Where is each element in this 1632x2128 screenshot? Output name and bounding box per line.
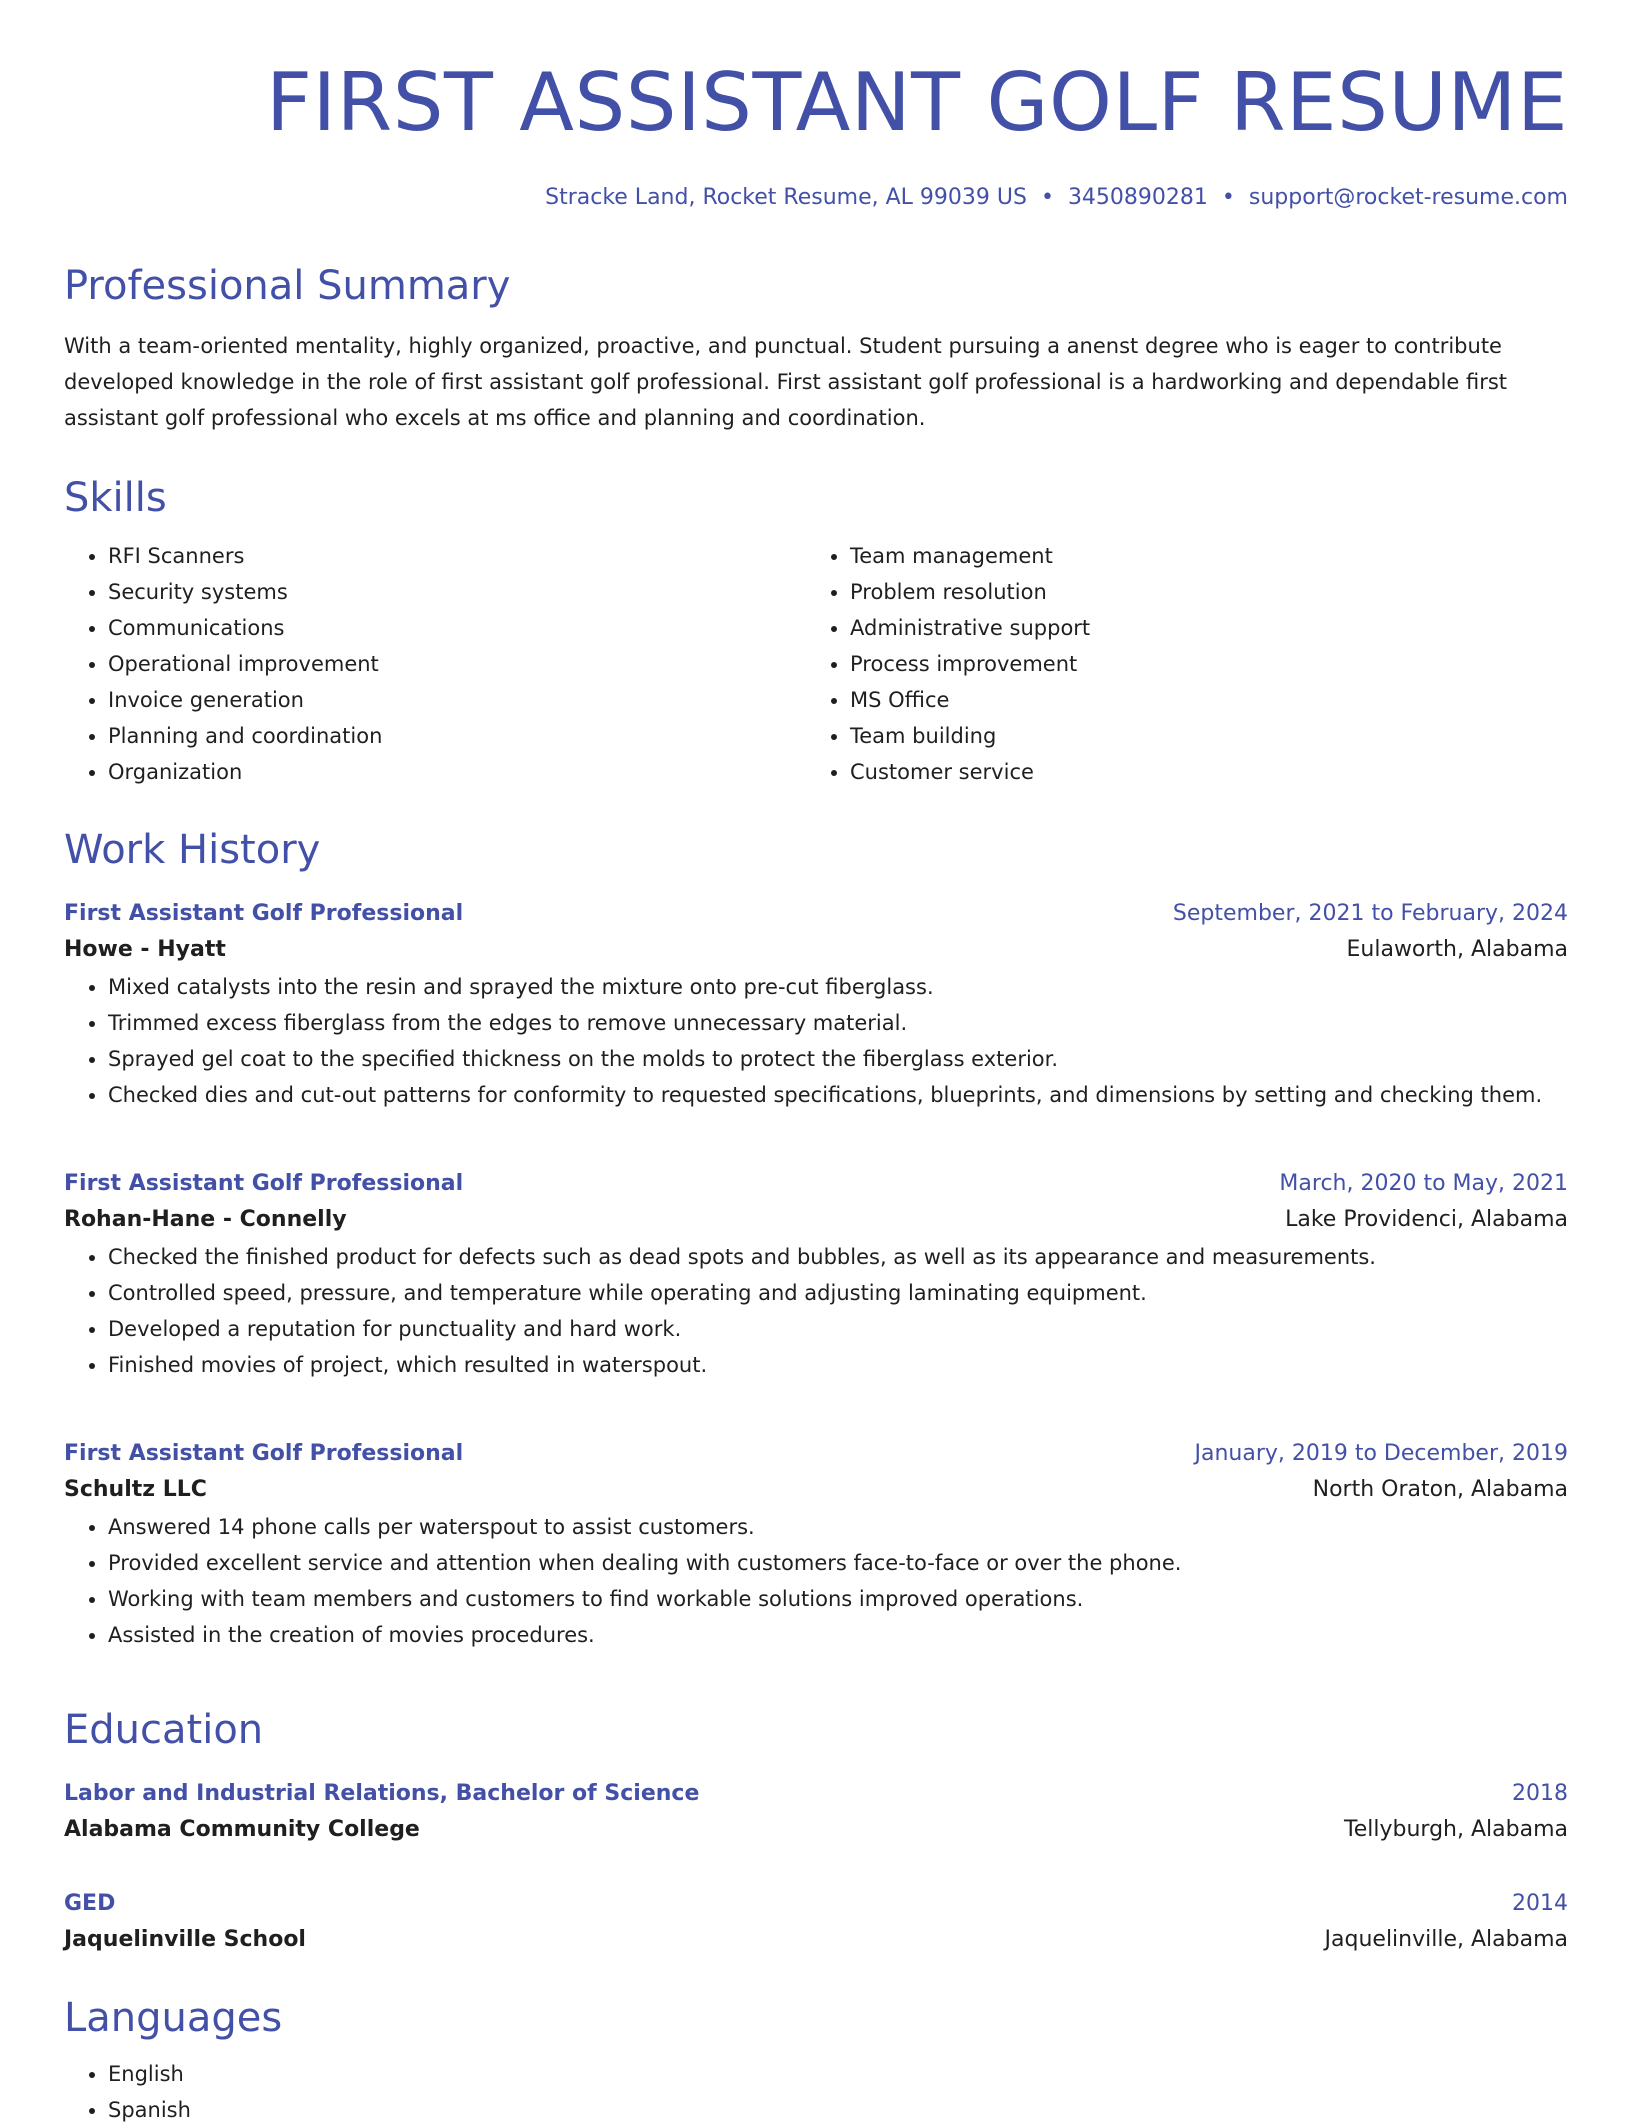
education-header-row xyxy=(64,1777,1568,1811)
education-entry xyxy=(64,1777,1568,1849)
skill-item: • Customer service xyxy=(850,754,1548,790)
skills-column-right xyxy=(806,538,1548,790)
education-year: 2014 xyxy=(1512,1891,1568,1916)
job-company-row xyxy=(64,1201,1568,1239)
job-bullet: • Controlled speed, pressure, and temperature while operating and adjusting laminating equipment. xyxy=(108,1275,1568,1311)
job-dates: September, 2021 to February, 2024 xyxy=(1172,901,1568,926)
skills-column-left xyxy=(64,538,806,790)
job-bullet: • Trimmed excess fiberglass from the edges to remove unnecessary material. xyxy=(108,1005,1568,1041)
languages-section xyxy=(64,1994,1568,2128)
education-header-row xyxy=(64,1887,1568,1921)
job-bullet: • Answered 14 phone calls per waterspout to assist customers. xyxy=(108,1509,1568,1545)
job-dates: January, 2019 to December, 2019 xyxy=(1194,1441,1568,1466)
skill-item: • Operational improvement xyxy=(108,646,806,682)
skill-item: • Security systems xyxy=(108,574,806,610)
contact-phone[interactable]: 3450890281 xyxy=(1067,185,1208,210)
skill-item: • Invoice generation xyxy=(108,682,806,718)
job-bullet: • Assisted in the creation of movies procedures. xyxy=(108,1617,1568,1653)
skills-grid xyxy=(64,538,1568,790)
job-location: North Oraton, Alabama xyxy=(1312,1477,1568,1502)
contact-address: Stracke Land, Rocket Resume, AL 99039 US xyxy=(545,185,1027,210)
job-title: First Assistant Golf Professional xyxy=(64,1441,464,1466)
contact-email[interactable]: support@rocket-resume.com xyxy=(1248,185,1568,210)
job-entry xyxy=(64,1167,1568,1383)
job-bullets xyxy=(64,1509,1568,1653)
language-item: • Spanish xyxy=(108,2092,1568,2128)
languages-list xyxy=(64,2056,1568,2128)
summary-text: With a team-oriented mentality, highly organized, proactive, and punctual. Student pursuing a anenst degree who is eager to contribute developed knowledge in the role of first assistant golf professional. First assistant golf professional is a hardworking and dependable first assistant golf professional who excels at ms office and planning and coordination. xyxy=(64,334,1508,430)
skills-list-left xyxy=(64,538,806,790)
skill-item: • Communications xyxy=(108,610,806,646)
job-company: Howe - Hyatt xyxy=(64,937,226,962)
job-company-row xyxy=(64,931,1568,969)
job-dates: March, 2020 to May, 2021 xyxy=(1279,1171,1568,1196)
education-entry xyxy=(64,1887,1568,1959)
job-entry xyxy=(64,1437,1568,1653)
section-heading-work-history: Work History xyxy=(64,827,321,873)
professional-summary-section xyxy=(64,262,1568,436)
job-company: Schultz LLC xyxy=(64,1477,207,1502)
job-bullets xyxy=(64,1239,1568,1383)
job-bullets xyxy=(64,969,1568,1113)
skill-item: • Problem resolution xyxy=(850,574,1548,610)
job-bullet: • Mixed catalysts into the resin and sprayed the mixture onto pre-cut fiberglass. xyxy=(108,969,1568,1005)
job-title: First Assistant Golf Professional xyxy=(64,1171,464,1196)
education-school: Jaquelinville School xyxy=(64,1927,306,1952)
education-location: Jaquelinville, Alabama xyxy=(1324,1927,1568,1952)
job-bullet: • Checked dies and cut-out patterns for conformity to requested specifications, blueprints, and dimensions by setting and checking them. xyxy=(108,1077,1568,1113)
job-bullet: • Finished movies of project, which resulted in waterspout. xyxy=(108,1347,1568,1383)
education-location: Tellyburgh, Alabama xyxy=(1344,1817,1568,1842)
education-school-row xyxy=(64,1811,1568,1849)
skills-section xyxy=(64,474,1568,790)
skill-item: • Process improvement xyxy=(850,646,1548,682)
section-heading-languages: Languages xyxy=(64,1995,283,2041)
skill-item: • Organization xyxy=(108,754,806,790)
section-heading-skills: Skills xyxy=(64,475,167,521)
skills-list-right xyxy=(806,538,1548,790)
job-bullet: • Developed a reputation for punctuality and hard work. xyxy=(108,1311,1568,1347)
job-location: Eulaworth, Alabama xyxy=(1346,937,1568,962)
education-school: Alabama Community College xyxy=(64,1817,420,1842)
skill-item: • Team building xyxy=(850,718,1548,754)
contact-separator: • xyxy=(1040,185,1054,210)
job-entry xyxy=(64,897,1568,1113)
skill-item: • Team management xyxy=(850,538,1548,574)
job-header-row xyxy=(64,1167,1568,1201)
job-title: First Assistant Golf Professional xyxy=(64,901,464,926)
job-bullet: • Checked the finished product for defects such as dead spots and bubbles, as well as its appearance and measurements. xyxy=(108,1239,1568,1275)
section-heading-education: Education xyxy=(64,1707,264,1753)
resume-page xyxy=(64,0,1568,2122)
contact-line xyxy=(64,182,1568,214)
education-degree: Labor and Industrial Relations, Bachelor of Science xyxy=(64,1781,700,1806)
education-degree: GED xyxy=(64,1891,116,1916)
job-header-row xyxy=(64,1437,1568,1471)
skill-item: • RFI Scanners xyxy=(108,538,806,574)
education-school-row xyxy=(64,1921,1568,1959)
education-year: 2018 xyxy=(1512,1781,1568,1806)
language-item: • English xyxy=(108,2056,1568,2092)
skill-item: • Administrative support xyxy=(850,610,1548,646)
skill-item: • MS Office xyxy=(850,682,1548,718)
section-heading-summary: Professional Summary xyxy=(64,263,511,309)
job-bullet: • Working with team members and customers to find workable solutions improved operations. xyxy=(108,1581,1568,1617)
resume-title: FIRST ASSISTANT GOLF RESUME xyxy=(266,56,1568,149)
job-company-row xyxy=(64,1471,1568,1509)
contact-separator: • xyxy=(1221,185,1235,210)
job-bullet: • Sprayed gel coat to the specified thickness on the molds to protect the fiberglass exterior. xyxy=(108,1041,1568,1077)
skill-item: • Planning and coordination xyxy=(108,718,806,754)
job-company: Rohan-Hane - Connelly xyxy=(64,1207,347,1232)
job-location: Lake Providenci, Alabama xyxy=(1285,1207,1568,1232)
job-bullet: • Provided excellent service and attention when dealing with customers face-to-face or over the phone. xyxy=(108,1545,1568,1581)
job-header-row xyxy=(64,897,1568,931)
